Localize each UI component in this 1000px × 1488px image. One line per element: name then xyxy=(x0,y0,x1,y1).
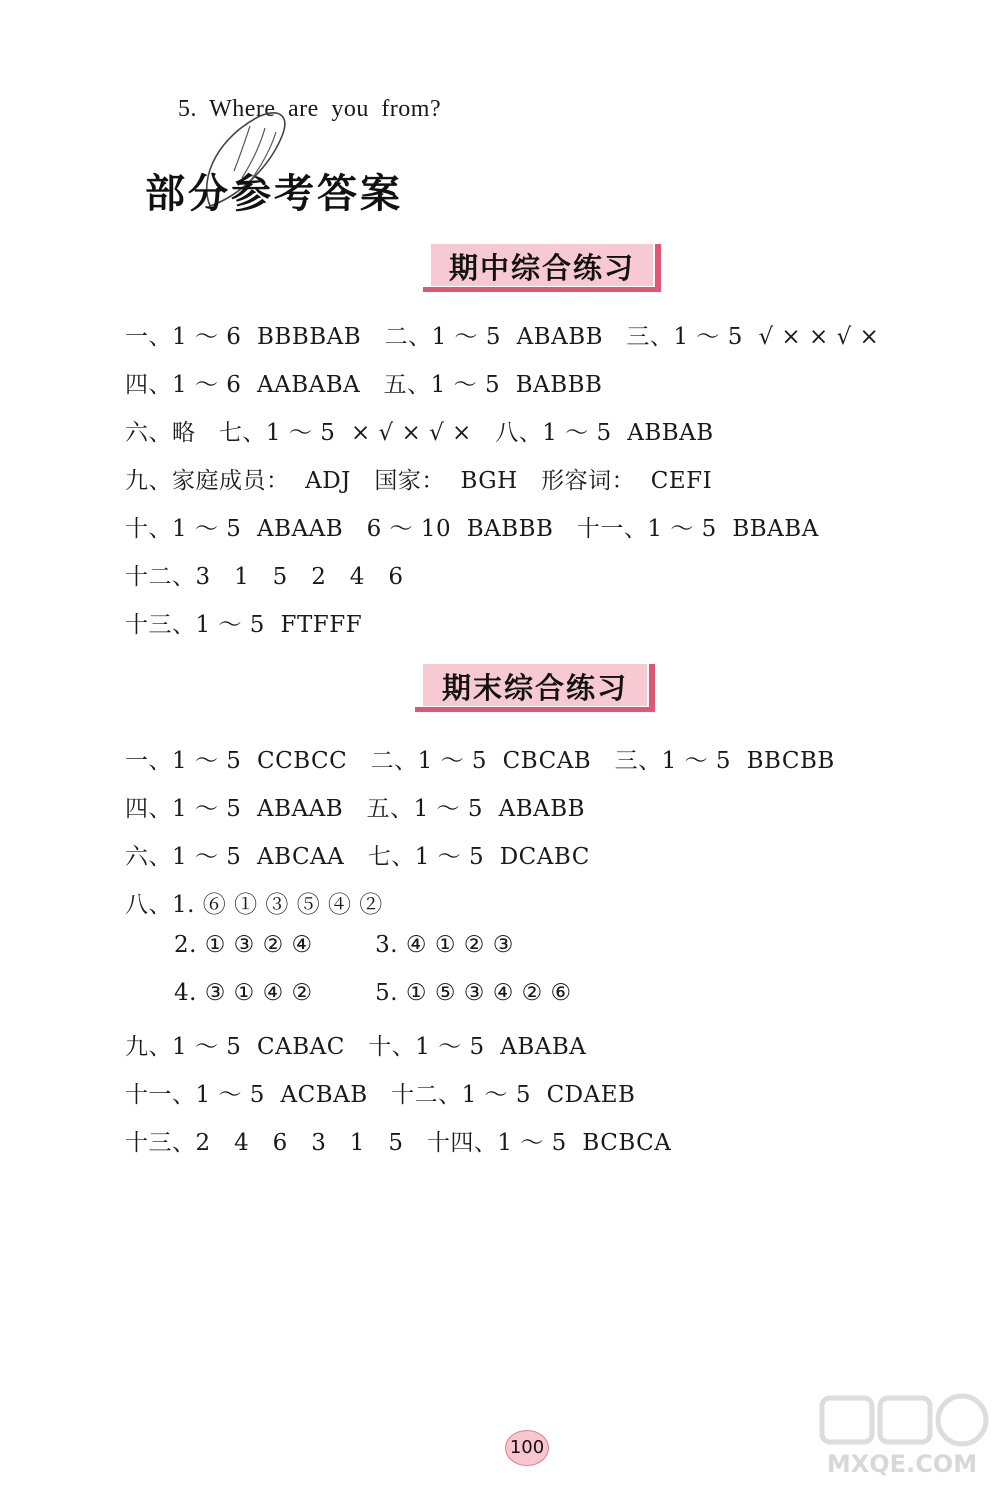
final-answer-line: 九、1 ～ 5 CABAC 十、1 ～ 5 ABABA xyxy=(125,1034,587,1060)
final-section-banner xyxy=(420,664,647,706)
answer-stamp-logo-icon xyxy=(812,1390,992,1450)
final-section-title: 期末综合练习 xyxy=(441,671,628,705)
watermark xyxy=(812,1390,992,1482)
final-answer-line: 十三、2 4 6 3 1 5 十四、1 ～ 5 BCBCA xyxy=(125,1130,672,1156)
midterm-answer-line: 六、略 七、1 ～ 5 × √ × √ × 八、1 ～ 5 ABBAB xyxy=(125,420,714,446)
midterm-section-title: 期中综合练习 xyxy=(448,251,635,285)
final-answer-line: 十一、1 ～ 5 ACBAB 十二、1 ～ 5 CDAEB xyxy=(125,1082,636,1108)
midterm-answer-line: 十、1 ～ 5 ABAAB 6 ～ 10 BABBB 十一、1 ～ 5 BBABA xyxy=(125,516,819,542)
final-answer-line: 六、1 ～ 5 ABCAA 七、1 ～ 5 DCABC xyxy=(125,844,590,870)
midterm-answer-line: 一、1 ～ 6 BBBBAB 二、1 ～ 5 ABABB 三、1 ～ 5 √ × × √ × xyxy=(125,324,880,350)
midterm-section-banner xyxy=(428,244,653,286)
final-answer-line: 2. ① ③ ② ④ 3. ④ ① ② ③ xyxy=(174,932,514,958)
midterm-answer-line: 四、1 ～ 6 AABABA 五、1 ～ 5 BABBB xyxy=(125,372,603,398)
watermark-site-text: MXQE.COM xyxy=(826,1450,978,1478)
final-answer-line: 一、1 ～ 5 CCBCC 二、1 ～ 5 CBCAB 三、1 ～ 5 BBCBB xyxy=(125,748,835,774)
final-answer-line: 4. ③ ① ④ ② 5. ① ⑤ ③ ④ ② ⑥ xyxy=(174,980,572,1006)
midterm-answer-line: 九、家庭成员： ADJ 国家： BGH 形容词： CEFI xyxy=(125,468,713,494)
midterm-answer-line: 十二、3 1 5 2 4 6 xyxy=(125,564,404,590)
final-answer-line: 四、1 ～ 5 ABAAB 五、1 ～ 5 ABABB xyxy=(125,796,586,822)
question-5-line: 5. Where are you from? xyxy=(178,96,442,122)
midterm-answer-line: 十三、1 ～ 5 FTFFF xyxy=(125,612,363,638)
final-answer-line: 八、1. ⑥ ① ③ ⑤ ④ ② xyxy=(125,892,383,918)
page-title: 部分参考答案 xyxy=(145,171,403,217)
page-number: 100 xyxy=(505,1430,549,1466)
